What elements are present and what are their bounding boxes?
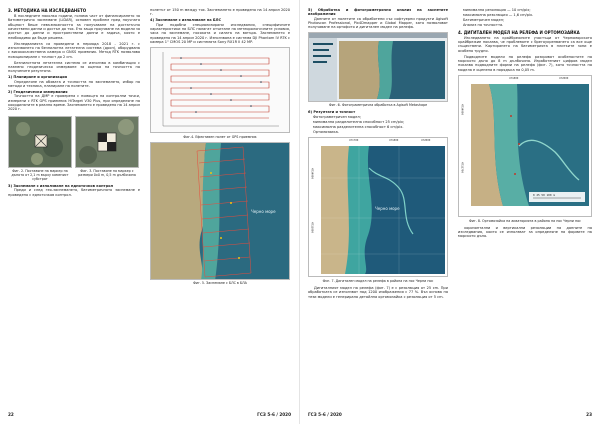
- paragraph: Изследването на крайбрежните участъци от Черноморското крайбрежие показва, че проблемите с брегоукрепването са все още съществени. Картирането на батиметрията в плитките зони е особено трудно.: [458, 35, 592, 53]
- scale-bar-label: 0 25 50 100 m: [533, 193, 555, 198]
- list-item: максимална резолюция — 1,6 cm/pix.: [463, 13, 534, 18]
- dem-map: [309, 138, 448, 277]
- figure-4-caption: Фиг.4. Ефективен полет от GPS приемник: [183, 134, 257, 139]
- journal-footer-left: ГСЗ 5-6 / 2020: [257, 412, 291, 417]
- subheading: 5) Обработка и фотограметрично анализ на заснетите изображения: [308, 8, 448, 17]
- figure-8-caption: Фиг. 8. Ортомозайка на акваторията в района на нос Черни нос: [469, 218, 581, 223]
- uav-coverage-map: [151, 143, 290, 280]
- page-number-left: 22: [8, 412, 14, 417]
- paragraph: Подводните модели на релефа разкриват особеностите на морското дъно до 8 m дълбочина. Изработеният цифров модел показва подводните форми на релефа (фиг. 7), като точността на модела е оценена в порядъка на 0,05 m.: [458, 54, 592, 72]
- figure-6-software-screenshot: [308, 32, 448, 102]
- figure-5-caption: Фиг. 5. Заснемане с БЛС в БЛА: [193, 281, 247, 286]
- right-page: [300, 0, 600, 424]
- subheading: 6) Резултати и точност: [308, 110, 356, 115]
- paragraph: Данните от полетите са обработени със софтуерни продукти Agisoft Photoscan Professional, Pix4Dmapper и Global Mapper, като позволяват получаване на ортофото и дигитален модел на релефа.: [308, 16, 448, 30]
- section-heading: 4. ДИГИТАЛЕН МОДЕЛ НА РЕЛЕФА И ОРТОМОЗАЙКА: [458, 29, 580, 35]
- figure-3-caption: Фиг. 3. Поставяне на маркер с размери 0х0 m, 0,5 m дълбочина: [78, 169, 136, 178]
- figure-8-orthomosaic-map: [458, 75, 592, 217]
- metashape-window: [309, 33, 448, 102]
- left-column-1: [8, 8, 140, 199]
- figure-4-flight-plot: [150, 47, 290, 133]
- figure-5-uav-map: [150, 142, 290, 280]
- paragraph: Определяне на обхвата и точността на заснемането, избор на методи и техника, планиране на полетите.: [8, 79, 140, 88]
- map-tick: 472000: [421, 139, 431, 143]
- subheading: 1) Планиране и организация: [8, 75, 67, 80]
- sea-label: Черно море: [375, 206, 400, 212]
- paragraph: хоризонтални и вертикални резолюции на данните на изследвания, които се използват за определяне на формите на морското дъно.: [458, 225, 592, 239]
- flight-path-plot: [151, 48, 290, 133]
- paragraph: В последните няколко години, голяма част от финансирането за батиметрично заснемане (LiDAR), основен проблем пред научната общност беше невъзможността за получаване на достатъчно качествени данни и достъп до тях. Ето защо проучване на модели за достъп до данни и пространствени данни е задача, която е необходимо да бъде решена.: [8, 14, 140, 40]
- paragraph: полетът от 150 m между тях. Заснемането е проведено на 14 април 2020 г.: [150, 8, 290, 17]
- subheading: 2) Геодезически измервания: [8, 89, 68, 94]
- map-tick: 471800: [389, 139, 399, 143]
- orthomosaic-map: [459, 76, 592, 217]
- left-column-2: [150, 8, 290, 288]
- paragraph: Точността на ДМР е проверена с помощта на контролни точки, измерени с RTK GPS приемник HiTarget V30 Plus, при определяне на координатите в реално време. Заснемането е проведено на 14 април 2020 г.: [8, 94, 140, 112]
- figure-3-photo: [75, 116, 139, 168]
- subheading: 3) Заснемане с използване на едноточков контрол: [8, 184, 114, 189]
- sea-label: Черно море: [251, 208, 276, 214]
- list-item: Анализ на точността.: [463, 23, 504, 28]
- figure-2-photo: [8, 116, 72, 168]
- map-tick: 4734000: [310, 168, 314, 180]
- map-tick: 4733700: [460, 162, 464, 174]
- right-column-1: [308, 8, 448, 300]
- figure-7-caption: Фиг. 7. Дигитален модел на релефа в района на нос Черни нос: [322, 278, 434, 283]
- paragraph: Преди и след гео-заснемането, батиметричното заснемане е проведено с едноточков контрол.: [8, 188, 140, 197]
- paragraph: Безпилотната летателна система се използва в комбинация с наземно геодезическо измерване за оценка на точността на получените резултати.: [8, 60, 140, 74]
- list-item: Батиметричен модел;: [463, 18, 505, 23]
- map-tick: 471800: [509, 77, 519, 81]
- figure-6-caption: Фиг. 6. Фотограметрична обработка в Agisoft Metashape: [328, 103, 428, 108]
- marker-photo-icon: [76, 117, 139, 168]
- figure-2: [8, 116, 72, 185]
- list-item: минимална разделителна способност 25 cm/pix;: [313, 119, 405, 124]
- paragraph: Дигиталният модел на релефа (фиг. 7) е с резолюция от 25 cm. При обработката се използват над 1200 изображения с 77 %. Въз основа на тези модели е генерирана детайлна ортомозайка с резолюция от 5 cm.: [308, 285, 448, 299]
- figure-2-caption: Фиг. 2. Поставяне на маркер на дъното от 2,1 m върху каменист субстрат: [11, 169, 69, 182]
- seabed-photo-icon: [9, 117, 72, 168]
- map-tick: 471700: [349, 139, 359, 143]
- journal-footer-right: ГСЗ 5-6 / 2020: [308, 412, 342, 417]
- figure-7-dem-map: [308, 137, 448, 277]
- paragraph: При подобни специализирани изследвания, специфичните характеристики на БЛС налагат отчитане на метеорологичните условия, часа на заснемане, посоката и силата на вятъра. Заснемането е проведено на 14 април 2020 г. Използвана е система DJI Phantom IV RTK с камера 1" CMOS 20 MP и системата Sony RX1R II 42 MP.: [150, 22, 290, 44]
- map-tick: 4733800: [310, 222, 314, 234]
- list-item: минимална резолюция — 10 cm/pix;: [463, 8, 531, 12]
- figure-3: [75, 116, 139, 185]
- page-number-right: 23: [586, 412, 592, 417]
- map-tick: 472000: [559, 77, 569, 81]
- list-item: Фотограметричен модел;: [313, 114, 361, 119]
- section-heading: 3. МЕТОДИКА НА ИЗСЛЕДВАНЕТО: [8, 8, 87, 13]
- list-item: максимална разделителна способност 6 cm/pix.: [313, 124, 404, 129]
- subheading: 4) Заснемане с използване на БЛС: [150, 18, 222, 23]
- paragraph: Изследванията са проведени в периода 2018 - 2021 г. с използването на безпилотна летателна система (дрон), оборудвана с висококачествена камера и GNSS приемник. Метод RTK позволява позициониране с точност до 2 cm.: [8, 41, 140, 59]
- map-tick: 4734000: [460, 104, 464, 116]
- figure-row: [8, 116, 140, 185]
- list-item: Ортомозаика.: [313, 129, 339, 134]
- right-column-2: [458, 8, 592, 240]
